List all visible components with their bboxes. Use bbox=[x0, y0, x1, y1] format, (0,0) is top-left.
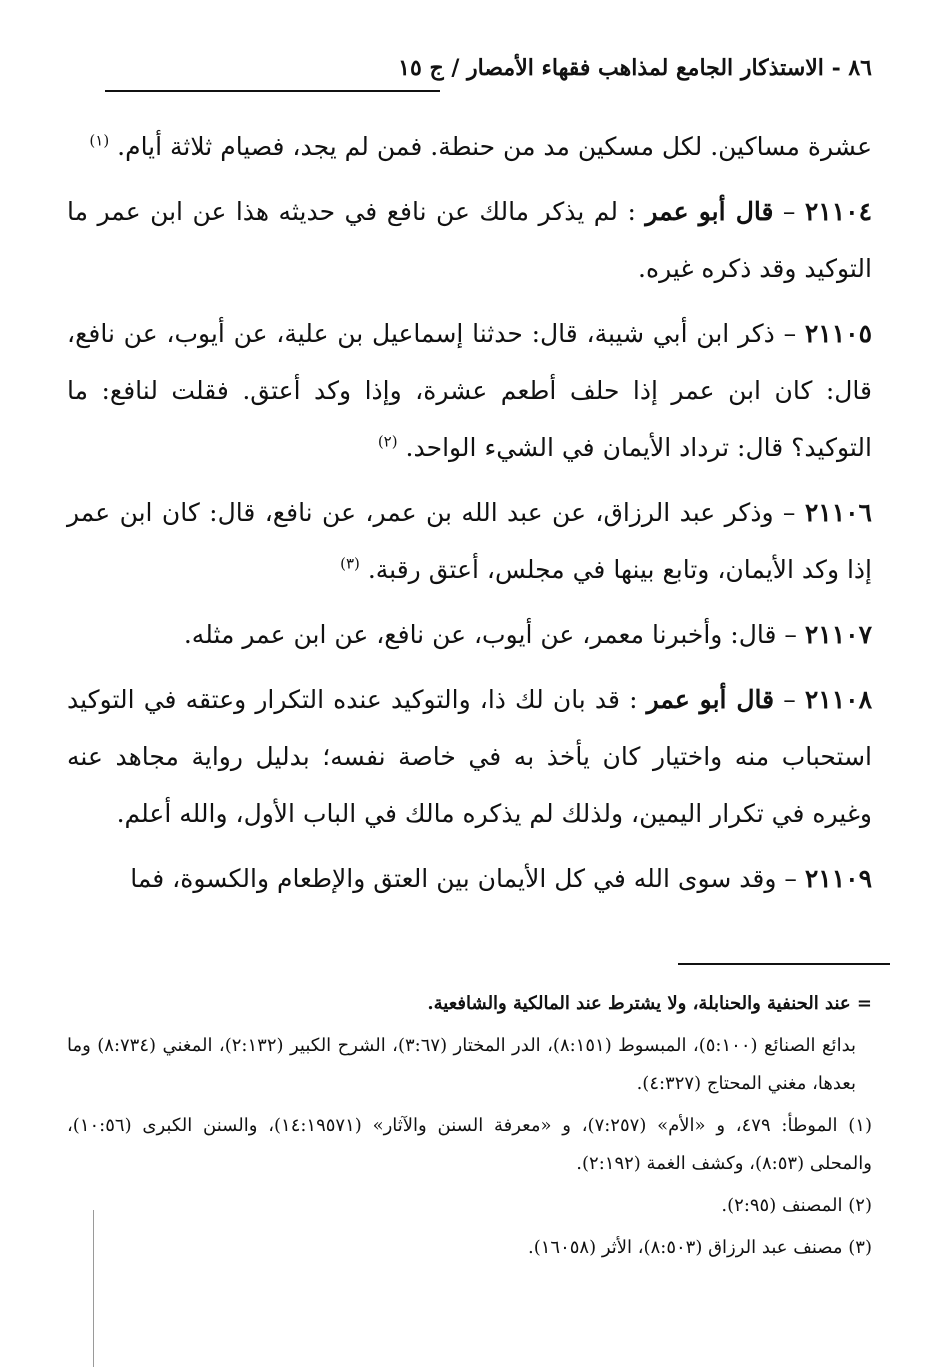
speaker: قال أبو عمر bbox=[646, 685, 775, 714]
paragraph-21108: ٢١١٠٨ – قال أبو عمر : قد بان لك ذا، والتوكيد عنده التكرار وعتقه في التوكيد استحباب منه واختيار كان يأخذ به في خاصة نفسه؛ بدليل رواية مجاهد عنه وغيره في تكرار اليمين، ولذلك لم يذكره مالك في الباب الأول، والله أعلم. bbox=[67, 685, 873, 828]
paragraph-text: : قد بان لك ذا، والتوكيد عنده التكرار وعتقه في التوكيد استحباب منه واختيار كان يأخذ به في خاصة نفسه؛ بدليل رواية مجاهد عنه وغيره في تكرار اليمين، ولذلك لم يذكره مالك في الباب الأول، والله أعلم. bbox=[67, 685, 872, 828]
paragraph-21107: ٢١١٠٧ – قال: وأخبرنا معمر، عن أيوب، عن نافع، عن ابن عمر مثله. bbox=[183, 620, 872, 649]
footnote-sources: بدائع الصنائع (٥:١٠٠)، المبسوط (٨:١٥١)، الدر المختار (٣:٦٧)، الشرح الكبير (٢:١٣٢)، المغني (٨:٧٣٤) وما بعدها، مغني المحتاج (٤:٣٢٧). bbox=[67, 1035, 857, 1094]
footnote-continuation: = عند الحنفية والحنابلة، ولا يشترط عند المالكية والشافعية. bbox=[427, 993, 872, 1014]
paragraph-number: ٢١١٠٨ bbox=[804, 685, 873, 714]
footnote-ref: (٣) bbox=[340, 554, 360, 573]
page-header bbox=[72, 48, 872, 88]
main-text bbox=[67, 118, 872, 915]
footnote-ref: (١) bbox=[89, 131, 110, 150]
header-rule bbox=[105, 90, 440, 92]
footnote-3: (٣) مصنف عبد الرزاق (٨:٥٠٣)، الأثر (١٦٠٥٨). bbox=[527, 1237, 872, 1258]
speaker: قال أبو عمر bbox=[645, 197, 774, 226]
paragraph-continuation bbox=[67, 118, 872, 175]
paragraph-number: ٢١١٠٩ bbox=[804, 864, 872, 893]
paragraph-text: ذكر ابن أبي شيبة، قال: حدثنا إسماعيل بن علية، عن أيوب، عن نافع، قال: كان ابن عمر إذا حلف أطعم عشرة، وإذا وكد أعتق. فقلت لنافع: ما التوكيد؟ قال: ترداد الأيمان في الشيء الواحد. bbox=[67, 319, 872, 462]
paragraph-text: : لم يذكر مالك عن نافع في حديثه هذا عن ابن عمر ما التوكيد وقد ذكره غيره. bbox=[67, 197, 872, 283]
footnotes bbox=[67, 985, 872, 1271]
paragraph-text: وقد سوى الله في كل الأيمان بين العتق والإطعام والكسوة، فما bbox=[130, 864, 777, 893]
paragraph-21106: ٢١١٠٦ – وذكر عبد الرزاق، عن عبد الله بن عمر، عن نافع، قال: كان ابن عمر إذا وكد الأيمان، وتابع بينها في مجلس، أعتق رقبة. $^{(٣)}$ bbox=[67, 498, 872, 584]
paragraph-21104: ٢١١٠٤ – قال أبو عمر : لم يذكر مالك عن نافع في حديثه هذا عن ابن عمر ما التوكيد وقد ذكره غيره. bbox=[67, 197, 872, 283]
paragraph-number: ٢١١٠٧ bbox=[804, 620, 872, 649]
footnote-ref: (٢) bbox=[377, 432, 398, 451]
paragraph-text: وذكر عبد الرزاق، عن عبد الله بن عمر، عن نافع، قال: كان ابن عمر إذا وكد الأيمان، وتابع بينها في مجلس، أعتق رقبة. bbox=[67, 498, 872, 584]
paragraph-text: عشرة مساكين. لكل مسكين مد من حنطة. فمن لم يجد، فصيام ثلاثة أيام. bbox=[117, 132, 872, 161]
scan-margin-line bbox=[93, 1210, 94, 1367]
footnote-rule bbox=[678, 963, 890, 965]
paragraph-21109: ٢١١٠٩ – وقد سوى الله في كل الأيمان بين العتق والإطعام والكسوة، فما bbox=[130, 864, 872, 893]
footnote-2: (٢) المصنف (٢:٩٥). bbox=[721, 1195, 872, 1216]
running-title: ٨٦ - الاستذكار الجامع لمذاهب فقهاء الأمصار / ج ١٥ bbox=[398, 55, 872, 81]
footnote-1: (١) الموطأ: ٤٧٩، و «الأم» (٧:٢٥٧)، و «معرفة السنن والآثار» (١٤:١٩٥٧١)، والسنن الكبرى (١٠:٥٦)، والمحلى (٨:٥٣)، وكشف الغمة (٢:١٩٢). bbox=[67, 1115, 872, 1174]
paragraph-text: قال: وأخبرنا معمر، عن أيوب، عن نافع، عن ابن عمر مثله. bbox=[183, 620, 777, 649]
paragraph-number: ٢١١٠٥ bbox=[804, 319, 872, 348]
paragraph-21105: ٢١١٠٥ – ذكر ابن أبي شيبة، قال: حدثنا إسماعيل بن علية، عن أيوب، عن نافع، قال: كان ابن عمر إذا حلف أطعم عشرة، وإذا وكد أعتق. فقلت لنافع: ما التوكيد؟ قال: ترداد الأيمان في الشيء الواحد. $^{(٢)}$ bbox=[67, 319, 872, 462]
paragraph-number: ٢١١٠٤ bbox=[804, 197, 872, 226]
paragraph-number: ٢١١٠٦ bbox=[804, 498, 872, 527]
